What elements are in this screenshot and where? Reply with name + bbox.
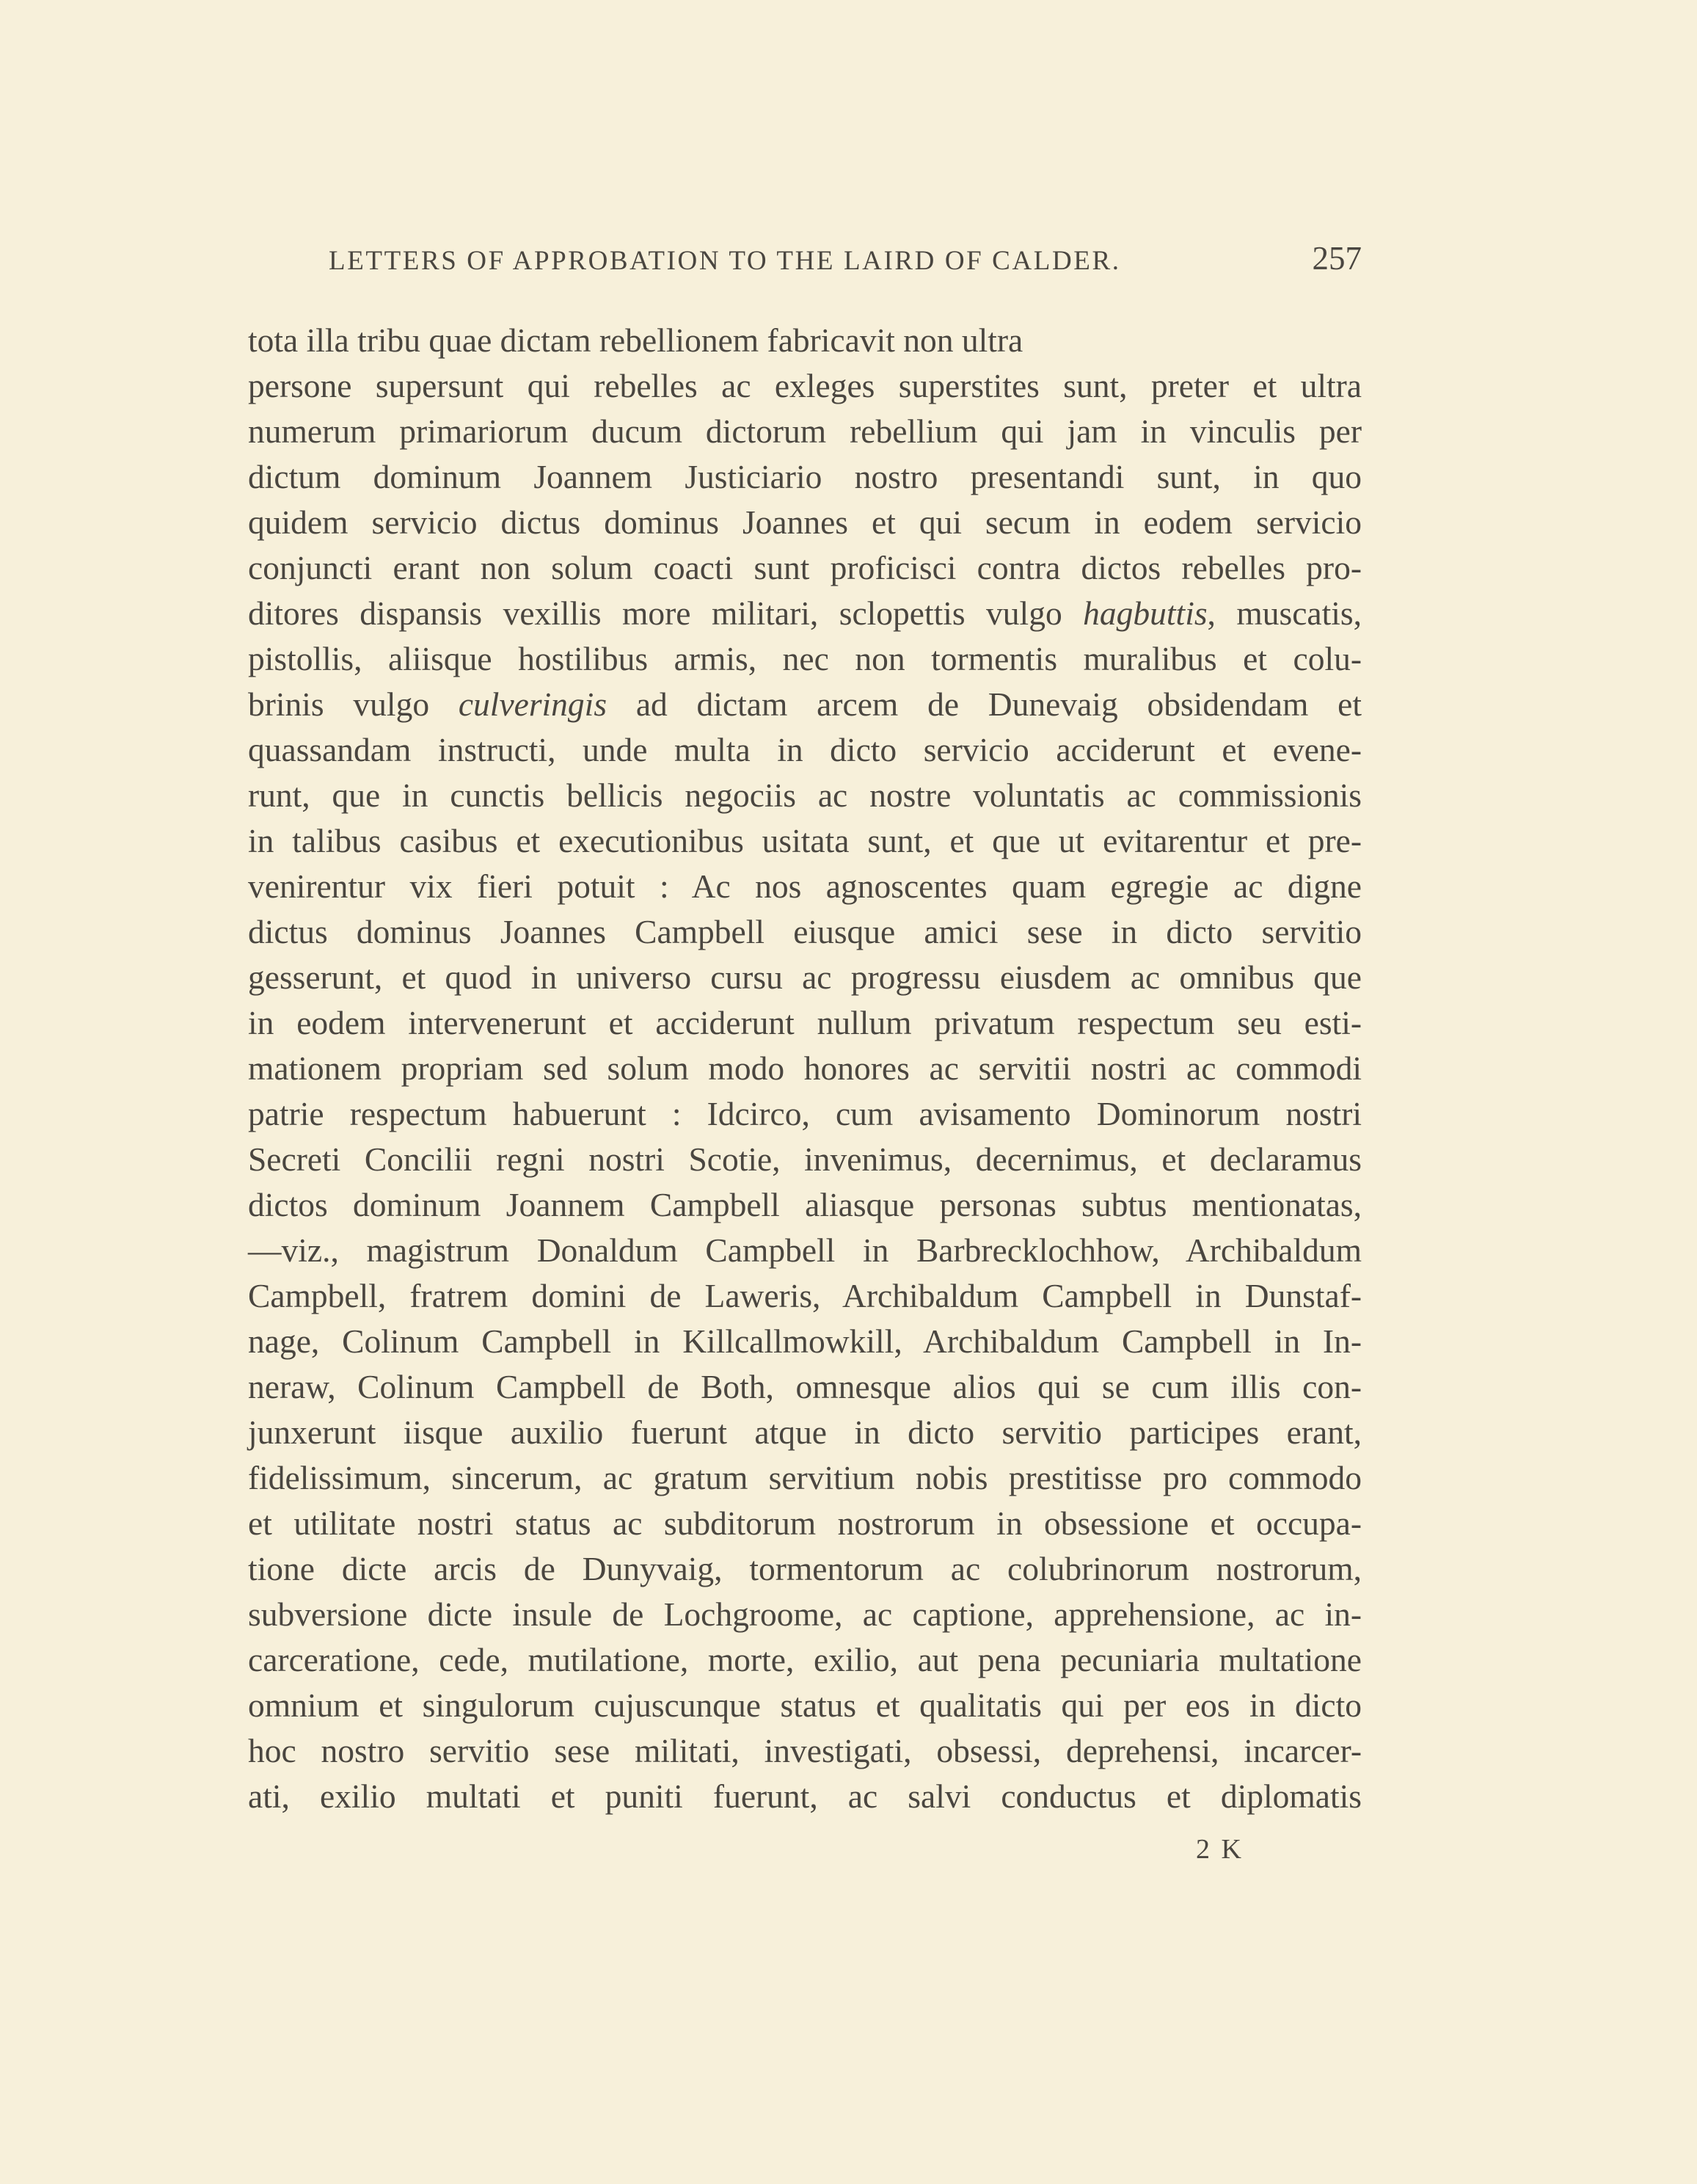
- text-line: carceratione, cede, mutilatione, morte, exilio, aut pena pecuniaria multatione: [248, 1641, 1362, 1678]
- text-line: in eodem intervenerunt et acciderunt nullum privatum respectum seu esti-: [248, 1004, 1362, 1041]
- text-segment: ad dictam arcem de Dunevaig obsidendam et: [607, 685, 1362, 723]
- text-line: et utilitate nostri status ac subditorum nostrorum in obsessione et occupa-: [248, 1504, 1362, 1542]
- text-line: neraw, Colinum Campbell de Both, omnesque alios qui se cum illis con-: [248, 1368, 1362, 1405]
- text-line: mationem propriam sed solum modo honores ac servitii nostri ac commodi: [248, 1049, 1362, 1087]
- text-line: venirentur vix fieri potuit : Ac nos agnoscentes quam egregie ac digne: [248, 867, 1362, 905]
- text-line: runt, que in cunctis bellicis negociis ac nostre voluntatis ac commissionis: [248, 776, 1362, 814]
- text-line: gesserunt, et quod in universo cursu ac progressu eiusdem ac omnibus que: [248, 958, 1362, 996]
- text-segment: ditores dispansis vexillis more militari, sclopettis vulgo: [248, 594, 1084, 632]
- text-line: junxerunt iisque auxilio fuerunt atque in dicto servitio participes erant,: [248, 1413, 1362, 1451]
- text-line: in talibus casibus et executionibus usitata sunt, et que ut evitarentur et pre-: [248, 822, 1362, 859]
- text-line: [248, 682, 1362, 727]
- text-line: conjuncti erant non solum coacti sunt proficisci contra dictos rebelles pro-: [248, 549, 1362, 586]
- text-line: dictus dominus Joannes Campbell eiusque amici sese in dicto servitio: [248, 913, 1362, 950]
- page-number: 257: [1312, 240, 1362, 277]
- text-line: pistollis, aliisque hostilibus armis, nec non tormentis muralibus et colu-: [248, 640, 1362, 677]
- text-line: subversione dicte insule de Lochgroome, ac captione, apprehensione, ac in-: [248, 1595, 1362, 1633]
- text-segment: , muscatis,: [1207, 594, 1362, 632]
- text-line: persone supersunt qui rebelles ac exleges superstites sunt, preter et ultra: [248, 367, 1362, 404]
- text-line: Campbell, fratrem domini de Laweris, Archibaldum Campbell in Dunstaf-: [248, 1277, 1362, 1314]
- text-line: patrie respectum habuerunt : Idcirco, cum avisamento Dominorum nostri: [248, 1095, 1362, 1132]
- text-line: tota illa tribu quae dictam rebellionem fabricavit non ultra: [248, 321, 1023, 359]
- text-line: omnium et singulorum cujuscunque status et qualitatis qui per eos in dicto: [248, 1686, 1362, 1724]
- text-line: quidem servicio dictus dominus Joannes et qui secum in eodem servicio: [248, 503, 1362, 541]
- running-title: LETTERS OF APPROBATION TO THE LAIRD OF CALDER.: [329, 246, 1121, 276]
- italic-term: culveringis: [458, 685, 607, 723]
- text-line: quassandam instructi, unde multa in dicto servicio acciderunt et evene-: [248, 731, 1362, 768]
- text-line: fidelissimum, sincerum, ac gratum servitium nobis prestitisse pro commodo: [248, 1459, 1362, 1496]
- text-line: numerum primariorum ducum dictorum rebellium qui jam in vinculis per: [248, 412, 1362, 450]
- text-segment: brinis vulgo: [248, 685, 459, 723]
- text-line: hoc nostro servitio sese militati, investigati, obsessi, deprehensi, incarcer-: [248, 1732, 1362, 1769]
- italic-term: hagbuttis: [1083, 594, 1208, 632]
- text-line: Secreti Concilii regni nostri Scotie, invenimus, decernimus, et declaramus: [248, 1140, 1362, 1178]
- running-head: [329, 239, 1362, 279]
- text-line: —viz., magistrum Donaldum Campbell in Barbrecklochhow, Archibaldum: [248, 1231, 1362, 1269]
- text-line: tione dicte arcis de Dunyvaig, tormentorum ac colubrinorum nostrorum,: [248, 1550, 1362, 1587]
- text-line: nage, Colinum Campbell in Killcallmowkill, Archibaldum Campbell in In-: [248, 1322, 1362, 1360]
- signature-mark: 2 K: [1196, 1834, 1244, 1865]
- body-text: [248, 318, 1362, 1819]
- text-line: ati, exilio multati et puniti fuerunt, ac salvi conductus et diplomatis: [248, 1777, 1362, 1815]
- text-line: dictum dominum Joannem Justiciario nostro presentandi sunt, in quo: [248, 458, 1362, 495]
- text-line: dictos dominum Joannem Campbell aliasque personas subtus mentionatas,: [248, 1186, 1362, 1223]
- text-line: [248, 591, 1362, 636]
